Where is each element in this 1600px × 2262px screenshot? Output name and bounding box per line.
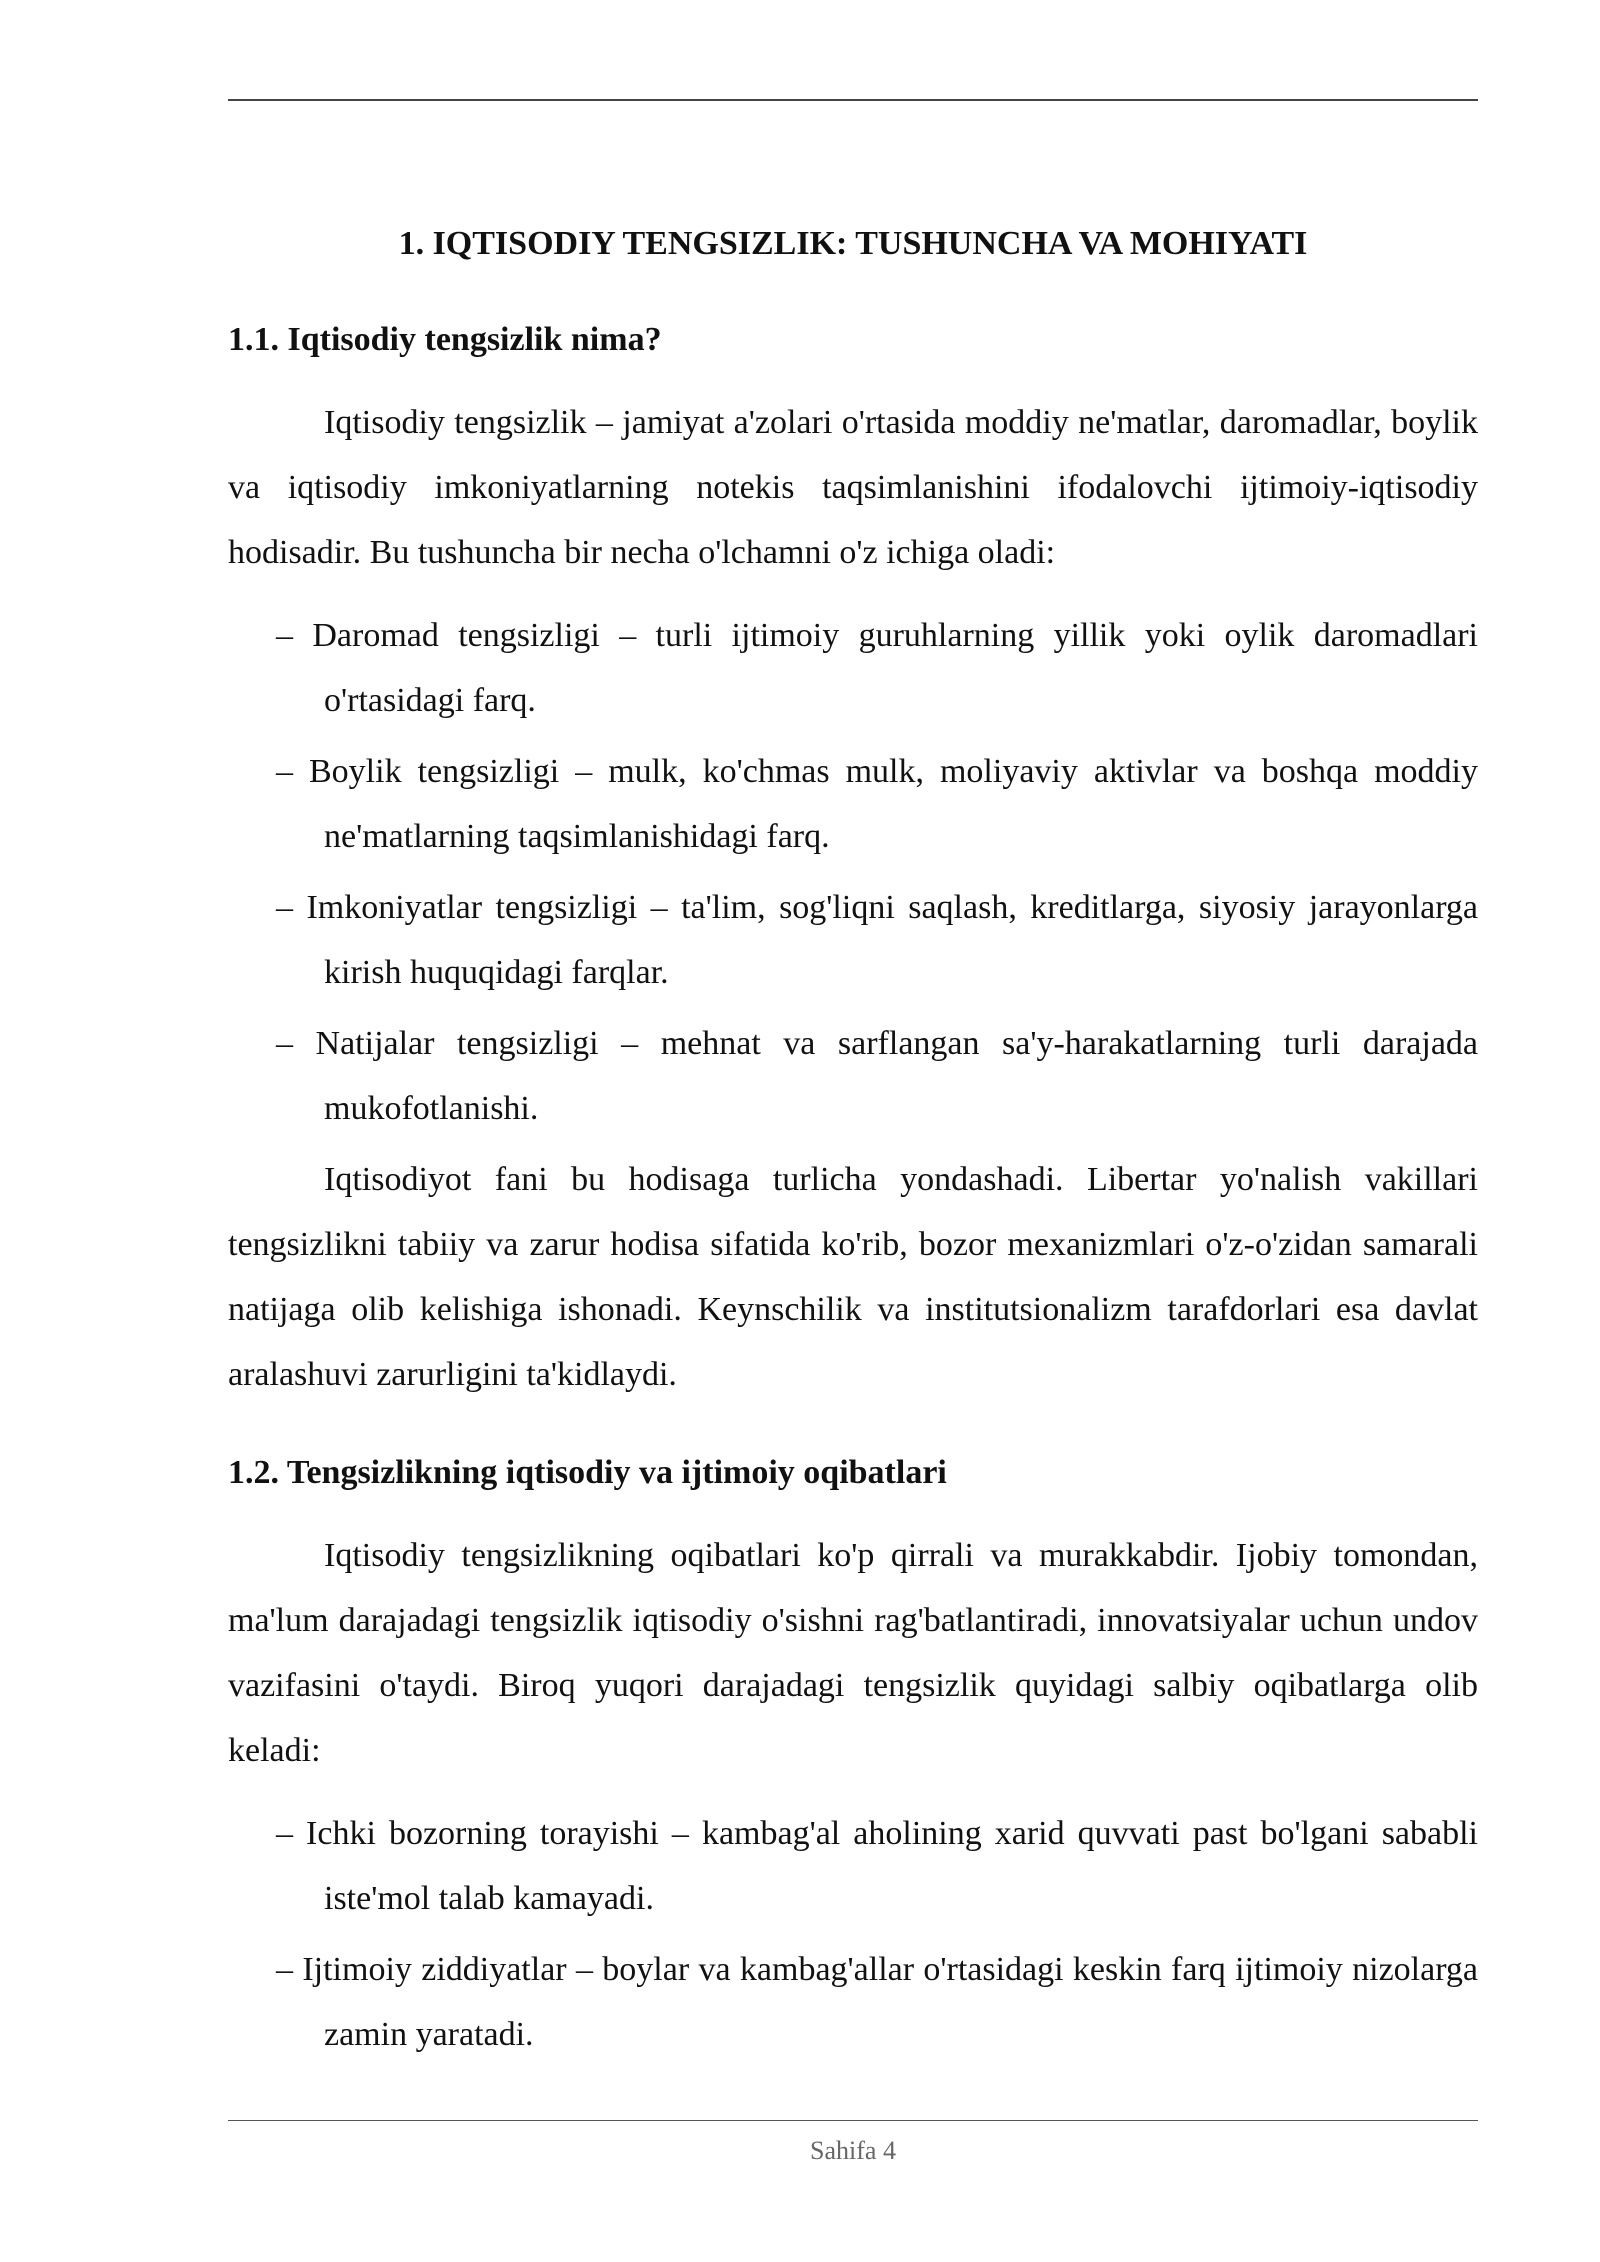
list-item: – Daromad tengsizligi – turli ijtimoiy guruhlarning yillik yoki oylik daromadlari o'rtasidagi farq. <box>276 617 1478 719</box>
section-1-2-bullet-list <box>228 1801 1478 2067</box>
list-item: – Ichki bozorning torayishi – kambag'al aholining xarid quvvati past bo'lgani sababli iste'mol talab kamayadi. <box>276 1815 1478 1917</box>
section-1-1-closing: Iqtisodiyot fani bu hodisaga turlicha yondashadi. Libertar yo'nalish vakillari tengsizlikni tabiiy va zarur hodisa sifatida ko'rib, bozor mexanizmlari o'z-o'zidan samarali natijaga olib kelishiga ishonadi. Keynschilik va institutsionalizm tarafdorlari esa davlat aralashuvi zarurligini ta'kidlaydi. <box>228 1161 1478 1393</box>
section-1-1-bullet-list <box>228 603 1478 1141</box>
page-content <box>228 200 1478 2073</box>
page-number: Sahifa 4 <box>810 2136 896 2165</box>
list-item: – Boylik tengsizligi – mulk, ko'chmas mulk, moliyaviy aktivlar va boshqa moddiy ne'matlarning taqsimlanishidagi farq. <box>276 753 1478 855</box>
section-title-1-2: 1.2. Tengsizlikning iqtisodiy va ijtimoiy oqibatlari <box>228 1454 947 1491</box>
chapter-title: 1. IQTISODIY TENGSIZLIK: TUSHUNCHA VA MOHIYATI <box>398 225 1308 262</box>
list-item: – Ijtimoiy ziddiyatlar – boylar va kambag'allar o'rtasidagi keskin farq ijtimoiy nizolarga zamin yaratadi. <box>276 1951 1478 2053</box>
section-1-2-intro: Iqtisodiy tengsizlikning oqibatlari ko'p qirrali va murakkabdir. Ijobiy tomondan, ma'lum darajadagi tengsizlik iqtisodiy o'sishni rag'batlantiradi, innovatsiyalar uchun undov vazifasini o'taydi. Biroq yuqori darajadagi tengsizlik quyidagi salbiy oqibatlarga olib keladi: <box>228 1537 1478 1769</box>
footer-rule <box>228 2120 1478 2121</box>
section-title-1-1: 1.1. Iqtisodiy tengsizlik nima? <box>228 321 662 358</box>
header-rule <box>228 99 1478 101</box>
section-1-1-intro: Iqtisodiy tengsizlik – jamiyat a'zolari o'rtasida moddiy ne'matlar, daromadlar, boylik va iqtisodiy imkoniyatlarning notekis taqsimlanishini ifodalovchi ijtimoiy-iqtisodiy hodisadir. Bu tushuncha bir necha o'lchamni o'z ichiga oladi: <box>228 404 1478 571</box>
list-item: – Natijalar tengsizligi – mehnat va sarflangan sa'y-harakatlarning turli darajada mukofotlanishi. <box>276 1025 1478 1127</box>
list-item: – Imkoniyatlar tengsizligi – ta'lim, sog'liqni saqlash, kreditlarga, siyosiy jarayonlarga kirish huquqidagi farqlar. <box>276 889 1478 991</box>
